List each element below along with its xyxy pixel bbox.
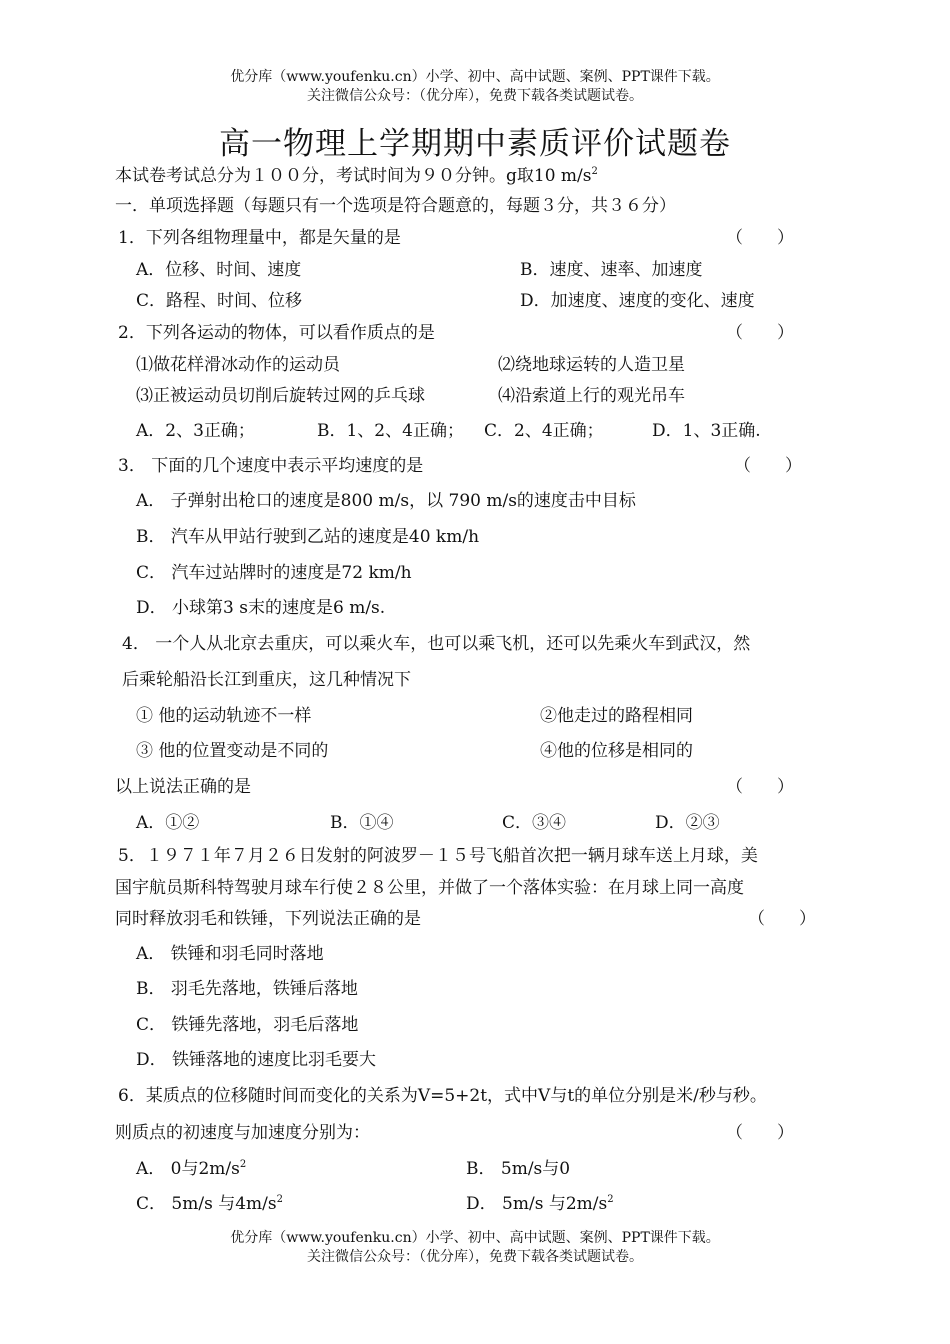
q5-answer-paren: （ ） — [748, 909, 816, 929]
q3-option-a: A． 子弹射出枪口的速度是800 m/s，以 790 m/s的速度击中目标 — [136, 491, 636, 511]
exam-intro — [115, 166, 598, 186]
q3-answer-paren: （ ） — [734, 456, 802, 476]
q2-statement-1: ⑴做花样滑冰动作的运动员 — [136, 355, 340, 375]
q6-option-d-text: D． 5m/s 与2m/s — [466, 1194, 608, 1214]
header-line-1: 优分库（www.youfenku.cn）小学、初中、高中试题、案例、PPT课件下载。 — [230, 69, 720, 85]
q1-option-c: C．路程、时间、位移 — [136, 291, 303, 311]
q4-answer-paren: （ ） — [726, 777, 794, 797]
q6-stem-line-1: 6．某质点的位移随时间而变化的关系为V=5+2t，式中V与t的单位分别是米/秒与秒。 — [118, 1086, 767, 1106]
q4-statement-4: ④他的位移是相同的 — [540, 741, 693, 761]
q2-statement-3: ⑶正被运动员切削后旋转过网的乒乓球 — [136, 386, 425, 406]
q5-option-d: D． 铁锤落地的速度比羽毛要大 — [136, 1050, 377, 1070]
q1-answer-paren: （ ） — [726, 228, 794, 248]
q6-stem-line-2: 则质点的初速度与加速度分别为： — [115, 1123, 370, 1143]
q4-option-b: B．①④ — [330, 813, 394, 833]
q1-option-d: D．加速度、速度的变化、速度 — [520, 291, 755, 311]
section-1-heading: 一．单项选择题（每题只有一个选项是符合题意的，每题３分，共３６分） — [115, 196, 676, 216]
q6-option-c-text: C． 5m/s 与4m/s — [136, 1194, 277, 1214]
q2-option-c: C．2、4正确； — [484, 421, 604, 441]
q6-option-a-text: A． 0与2m/s — [136, 1159, 240, 1179]
q4-option-a: A．①② — [136, 813, 200, 833]
q2-option-a: A．2、3正确； — [136, 421, 255, 441]
q5-option-a: A． 铁锤和羽毛同时落地 — [136, 944, 324, 964]
q4-statement-3: ③ 他的位置变动是不同的 — [136, 741, 329, 761]
footer-line-1: 优分库（www.youfenku.cn）小学、初中、高中试题、案例、PPT课件下载。 — [230, 1230, 720, 1246]
q5-option-c: C． 铁锤先落地，羽毛后落地 — [136, 1015, 359, 1035]
footer-line-2: 关注微信公众号：（优分库），免费下载各类试题试卷。 — [307, 1249, 643, 1265]
intro-text: 本试卷考试总分为１００分，考试时间为９０分钟。g取10 m/s — [115, 166, 592, 186]
q4-statement-1: ① 他的运动轨迹不一样 — [136, 706, 312, 726]
q2-answer-paren: （ ） — [726, 323, 794, 343]
q4-stem-line-1: 4． 一个人从北京去重庆，可以乘火车，也可以乘飞机，还可以先乘火车到武汉，然 — [122, 634, 751, 654]
q2-statement-4: ⑷沿索道上行的观光吊车 — [498, 386, 685, 406]
q3-stem: 3． 下面的几个速度中表示平均速度的是 — [118, 456, 424, 476]
q5-stem-line-3: 同时释放羽毛和铁锤，下列说法正确的是 — [115, 909, 421, 929]
exam-title: 高一物理上学期期中素质评价试题卷 — [219, 126, 731, 162]
q2-option-b: B．1、2、4正确； — [317, 421, 464, 441]
q6-answer-paren: （ ） — [726, 1123, 794, 1143]
q2-option-d: D．1、3正确. — [652, 421, 761, 441]
q4-question: 以上说法正确的是 — [115, 777, 251, 797]
q6-option-d-exponent: 2 — [607, 1194, 614, 1205]
q2-stem: 2．下列各运动的物体，可以看作质点的是 — [118, 323, 435, 343]
q6-option-c — [136, 1194, 283, 1214]
q6-option-d — [466, 1194, 614, 1214]
q6-option-c-exponent: 2 — [276, 1194, 283, 1205]
q3-option-c: C． 汽车过站牌时的速度是72 km/h — [136, 563, 412, 583]
q4-stem-line-2: 后乘轮船沿长江到重庆，这几种情况下 — [122, 670, 411, 690]
q4-statement-2: ②他走过的路程相同 — [540, 706, 693, 726]
q4-option-c: C．③④ — [502, 813, 567, 833]
q1-option-b: B．速度、速率、加速度 — [520, 260, 703, 280]
q4-option-d: D．②③ — [655, 813, 720, 833]
intro-exponent: 2 — [591, 166, 598, 177]
q6-option-a-exponent: 2 — [239, 1159, 247, 1170]
q5-option-b: B． 羽毛先落地，铁锤后落地 — [136, 979, 358, 999]
q3-option-d: D． 小球第3 s末的速度是6 m/s. — [136, 598, 386, 618]
q1-stem: 1．下列各组物理量中，都是矢量的是 — [118, 228, 401, 248]
q3-option-b: B． 汽车从甲站行驶到乙站的速度是40 km/h — [136, 527, 480, 547]
q1-option-a: A．位移、时间、速度 — [136, 260, 302, 280]
q6-option-b: B． 5m/s与0 — [466, 1159, 571, 1179]
q5-stem-line-1: 5．１９７１年７月２６日发射的阿波罗－１５号飞船首次把一辆月球车送上月球，美 — [118, 846, 758, 866]
q6-option-a — [136, 1159, 246, 1179]
q2-statement-2: ⑵绕地球运转的人造卫星 — [498, 355, 685, 375]
header-line-2: 关注微信公众号：（优分库），免费下载各类试题试卷。 — [307, 88, 643, 104]
q5-stem-line-2: 国宇航员斯科特驾驶月球车行使２８公里，并做了一个落体实验：在月球上同一高度 — [115, 878, 744, 898]
